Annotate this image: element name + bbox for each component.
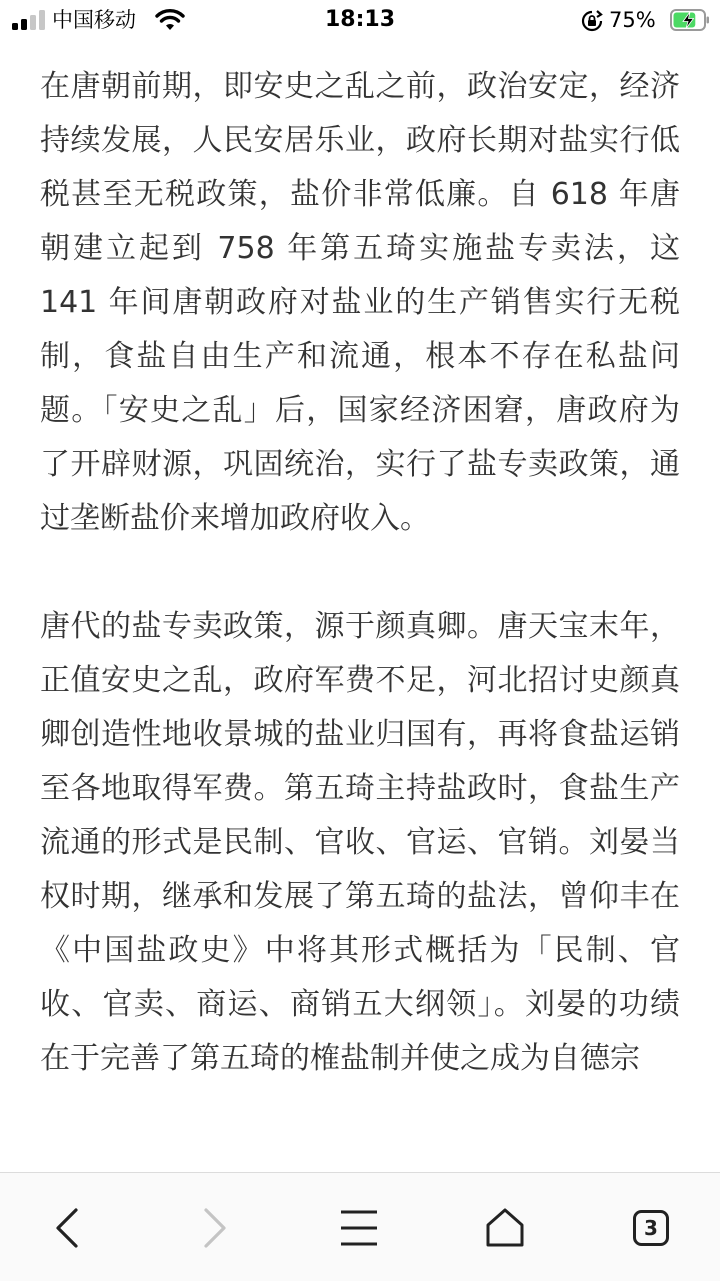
home-icon [484,1207,526,1249]
back-icon [52,1206,82,1250]
status-bar [0,0,720,40]
article-paragraph: 唐代的盐专卖政策，源于颜真卿。唐天宝末年，正值安史之乱，政府军费不足，河北招讨史颜真卿创造性地收景城的盐业归国有，再将食盐运销至各地取得军费。第五琦主持盐政时，食盐生产流通的形式是民制、官收、官运、官销。刘晏当权时期，继承和发展了第五琦的盐法，曾仰丰在《中国盐政史》中将其形式概括为「民制、官收、官卖、商运、商销五大纲领」。刘晏的功绩在于完善了第五琦的榷盐制并使之成为自德宗 [40,609,680,1076]
tab-count: 3 [644,1216,658,1240]
browser-toolbar [0,1172,720,1281]
rotation-lock-icon [580,9,604,33]
carrier-name: 中国移动 [52,8,136,32]
battery-charging-icon [670,8,710,32]
tabs-icon [633,1210,669,1246]
home-button[interactable] [480,1203,530,1253]
status-time: 18:13 [324,7,396,32]
forward-button[interactable] [190,1203,240,1253]
article-content [40,60,680,1170]
menu-icon [339,1208,379,1248]
battery-percentage: 75% [609,8,656,32]
cellular-signal-icon [12,10,46,30]
tabs-button[interactable] [626,1203,676,1253]
forward-icon [200,1206,230,1250]
wifi-icon [155,8,185,32]
article-paragraph: 在唐朝前期，即安史之乱之前，政治安定，经济持续发展，人民安居乐业，政府长期对盐实行低税甚至无税政策，盐价非常低廉。自 618 年唐朝建立起到 758 年第五琦实施盐专卖法，这 141 年间唐朝政府对盐业的生产销售实行无税制，食盐自由生产和流通，根本不存在私盐问题。「安史之乱」后，国家经济困窘，唐政府为了开辟财源，巩固统治，实行了盐专卖政策，通过垄断盐价来增加政府收入。 [40,69,680,536]
back-button[interactable] [42,1203,92,1253]
menu-button[interactable] [334,1203,384,1253]
